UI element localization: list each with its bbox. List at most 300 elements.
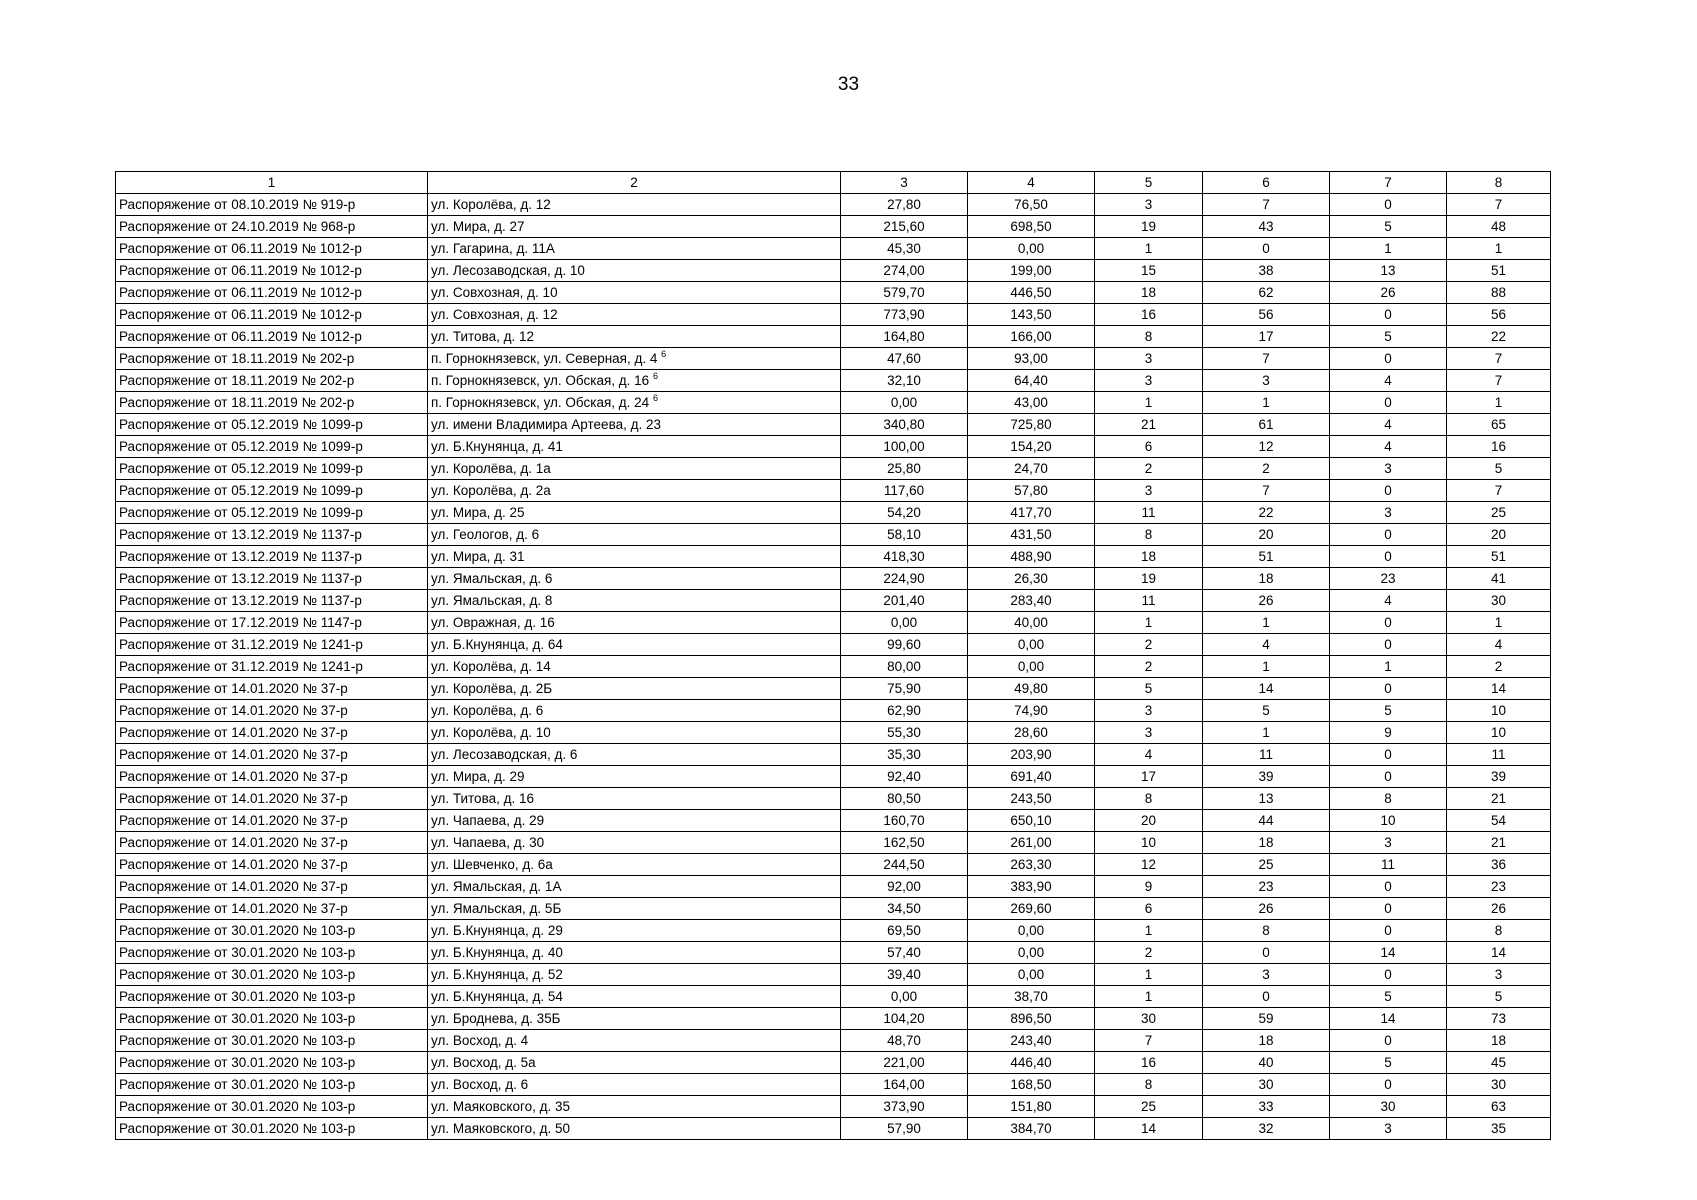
table-row bbox=[116, 282, 1551, 304]
value-cell-col5: 2 bbox=[1095, 942, 1203, 964]
value-cell-col3: 0,00 bbox=[841, 986, 968, 1008]
value-cell-col3: 55,30 bbox=[841, 722, 968, 744]
address-text: ул. Восход, д. 5а bbox=[431, 1054, 536, 1070]
value-cell-col8: 25 bbox=[1447, 502, 1551, 524]
value-cell-col5: 2 bbox=[1095, 458, 1203, 480]
value-cell-col7: 10 bbox=[1330, 810, 1447, 832]
table-row bbox=[116, 810, 1551, 832]
value-cell-col5: 14 bbox=[1095, 1118, 1203, 1140]
value-cell-col7: 0 bbox=[1330, 546, 1447, 568]
value-cell-col6: 12 bbox=[1203, 436, 1330, 458]
order-cell: Распоряжение от 05.12.2019 № 1099-р bbox=[116, 480, 428, 502]
value-cell-col7: 1 bbox=[1330, 238, 1447, 260]
value-cell-col5: 1 bbox=[1095, 612, 1203, 634]
value-cell-col5: 3 bbox=[1095, 348, 1203, 370]
order-cell: Распоряжение от 18.11.2019 № 202-р bbox=[116, 370, 428, 392]
table-row bbox=[116, 1052, 1551, 1074]
address-cell bbox=[428, 788, 841, 810]
value-cell-col5: 11 bbox=[1095, 502, 1203, 524]
value-cell-col3: 75,90 bbox=[841, 678, 968, 700]
table-row bbox=[116, 436, 1551, 458]
value-cell-col4: 383,90 bbox=[968, 876, 1095, 898]
value-cell-col6: 20 bbox=[1203, 524, 1330, 546]
value-cell-col8: 5 bbox=[1447, 986, 1551, 1008]
address-text: ул. Геологов, д. 6 bbox=[431, 526, 540, 542]
order-cell: Распоряжение от 30.01.2020 № 103-р bbox=[116, 1008, 428, 1030]
value-cell-col6: 61 bbox=[1203, 414, 1330, 436]
table-row bbox=[116, 942, 1551, 964]
address-cell bbox=[428, 480, 841, 502]
value-cell-col6: 44 bbox=[1203, 810, 1330, 832]
address-cell bbox=[428, 722, 841, 744]
data-table bbox=[115, 171, 1551, 1140]
value-cell-col6: 38 bbox=[1203, 260, 1330, 282]
value-cell-col5: 2 bbox=[1095, 634, 1203, 656]
value-cell-col7: 4 bbox=[1330, 436, 1447, 458]
value-cell-col8: 36 bbox=[1447, 854, 1551, 876]
value-cell-col4: 446,40 bbox=[968, 1052, 1095, 1074]
order-cell: Распоряжение от 14.01.2020 № 37-р bbox=[116, 788, 428, 810]
address-text: п. Горнокнязевск, ул. Обская, д. 24 bbox=[431, 394, 650, 410]
value-cell-col5: 3 bbox=[1095, 194, 1203, 216]
value-cell-col5: 8 bbox=[1095, 524, 1203, 546]
value-cell-col8: 63 bbox=[1447, 1096, 1551, 1118]
address-text: ул. имени Владимира Артеева, д. 23 bbox=[431, 416, 661, 432]
address-text: ул. Мира, д. 27 bbox=[431, 218, 525, 234]
order-cell: Распоряжение от 06.11.2019 № 1012-р bbox=[116, 326, 428, 348]
value-cell-col5: 6 bbox=[1095, 436, 1203, 458]
address-text: ул. Б.Кнунянца, д. 54 bbox=[431, 988, 563, 1004]
value-cell-col7: 4 bbox=[1330, 590, 1447, 612]
address-cell bbox=[428, 656, 841, 678]
value-cell-col4: 28,60 bbox=[968, 722, 1095, 744]
address-cell bbox=[428, 986, 841, 1008]
value-cell-col5: 17 bbox=[1095, 766, 1203, 788]
order-cell: Распоряжение от 06.11.2019 № 1012-р bbox=[116, 282, 428, 304]
address-text: ул. Королёва, д. 1а bbox=[431, 460, 551, 476]
address-text: ул. Гагарина, д. 11А bbox=[431, 240, 555, 256]
value-cell-col7: 0 bbox=[1330, 304, 1447, 326]
value-cell-col6: 62 bbox=[1203, 282, 1330, 304]
value-cell-col3: 164,80 bbox=[841, 326, 968, 348]
table-row bbox=[116, 216, 1551, 238]
value-cell-col5: 3 bbox=[1095, 480, 1203, 502]
address-text: ул. Ямальская, д. 6 bbox=[431, 570, 553, 586]
address-text: ул. Королёва, д. 10 bbox=[431, 724, 551, 740]
order-cell: Распоряжение от 30.01.2020 № 103-р bbox=[116, 964, 428, 986]
value-cell-col7: 0 bbox=[1330, 480, 1447, 502]
table-body bbox=[116, 194, 1551, 1140]
order-cell: Распоряжение от 06.11.2019 № 1012-р bbox=[116, 238, 428, 260]
order-cell: Распоряжение от 14.01.2020 № 37-р bbox=[116, 744, 428, 766]
table-row bbox=[116, 634, 1551, 656]
value-cell-col3: 58,10 bbox=[841, 524, 968, 546]
value-cell-col8: 11 bbox=[1447, 744, 1551, 766]
value-cell-col7: 5 bbox=[1330, 700, 1447, 722]
value-cell-col3: 47,60 bbox=[841, 348, 968, 370]
table-row bbox=[116, 920, 1551, 942]
value-cell-col7: 0 bbox=[1330, 744, 1447, 766]
address-cell bbox=[428, 458, 841, 480]
address-text: ул. Совхозная, д. 10 bbox=[431, 284, 558, 300]
address-cell bbox=[428, 370, 841, 392]
value-cell-col3: 62,90 bbox=[841, 700, 968, 722]
order-cell: Распоряжение от 14.01.2020 № 37-р bbox=[116, 810, 428, 832]
address-cell bbox=[428, 524, 841, 546]
value-cell-col5: 5 bbox=[1095, 678, 1203, 700]
value-cell-col3: 0,00 bbox=[841, 612, 968, 634]
value-cell-col6: 13 bbox=[1203, 788, 1330, 810]
value-cell-col6: 17 bbox=[1203, 326, 1330, 348]
value-cell-col4: 26,30 bbox=[968, 568, 1095, 590]
address-cell bbox=[428, 194, 841, 216]
page-number: 33 bbox=[837, 74, 860, 95]
value-cell-col8: 18 bbox=[1447, 1030, 1551, 1052]
value-cell-col5: 30 bbox=[1095, 1008, 1203, 1030]
address-text: ул. Чапаева, д. 29 bbox=[431, 812, 545, 828]
table-row bbox=[116, 458, 1551, 480]
header-row bbox=[116, 172, 1551, 194]
value-cell-col4: 203,90 bbox=[968, 744, 1095, 766]
value-cell-col8: 14 bbox=[1447, 678, 1551, 700]
address-text: ул. Королёва, д. 2Б bbox=[431, 680, 553, 696]
value-cell-col8: 1 bbox=[1447, 612, 1551, 634]
value-cell-col7: 0 bbox=[1330, 898, 1447, 920]
column-header-1: 1 bbox=[116, 172, 428, 194]
table-row bbox=[116, 898, 1551, 920]
value-cell-col7: 30 bbox=[1330, 1096, 1447, 1118]
address-text: ул. Титова, д. 16 bbox=[431, 790, 534, 806]
value-cell-col8: 7 bbox=[1447, 348, 1551, 370]
order-cell: Распоряжение от 14.01.2020 № 37-р bbox=[116, 722, 428, 744]
value-cell-col8: 45 bbox=[1447, 1052, 1551, 1074]
address-text: ул. Совхозная, д. 12 bbox=[431, 306, 558, 322]
value-cell-col8: 5 bbox=[1447, 458, 1551, 480]
value-cell-col7: 4 bbox=[1330, 414, 1447, 436]
table-row bbox=[116, 678, 1551, 700]
value-cell-col6: 18 bbox=[1203, 832, 1330, 854]
value-cell-col6: 7 bbox=[1203, 194, 1330, 216]
value-cell-col5: 8 bbox=[1095, 1074, 1203, 1096]
value-cell-col8: 51 bbox=[1447, 260, 1551, 282]
value-cell-col3: 57,40 bbox=[841, 942, 968, 964]
value-cell-col3: 244,50 bbox=[841, 854, 968, 876]
address-text: п. Горнокнязевск, ул. Северная, д. 4 bbox=[431, 350, 658, 366]
address-cell bbox=[428, 348, 841, 370]
value-cell-col4: 896,50 bbox=[968, 1008, 1095, 1030]
value-cell-col5: 1 bbox=[1095, 986, 1203, 1008]
value-cell-col4: 76,50 bbox=[968, 194, 1095, 216]
value-cell-col8: 65 bbox=[1447, 414, 1551, 436]
value-cell-col8: 7 bbox=[1447, 370, 1551, 392]
order-cell: Распоряжение от 24.10.2019 № 968-р bbox=[116, 216, 428, 238]
address-cell bbox=[428, 546, 841, 568]
order-cell: Распоряжение от 30.01.2020 № 103-р bbox=[116, 1118, 428, 1140]
value-cell-col8: 20 bbox=[1447, 524, 1551, 546]
value-cell-col4: 24,70 bbox=[968, 458, 1095, 480]
value-cell-col5: 8 bbox=[1095, 788, 1203, 810]
value-cell-col3: 27,80 bbox=[841, 194, 968, 216]
table-row bbox=[116, 392, 1551, 414]
value-cell-col8: 3 bbox=[1447, 964, 1551, 986]
table-row bbox=[116, 964, 1551, 986]
value-cell-col6: 4 bbox=[1203, 634, 1330, 656]
address-text: ул. Б.Кнунянца, д. 29 bbox=[431, 922, 563, 938]
footnote-mark: 6 bbox=[661, 348, 667, 359]
value-cell-col4: 384,70 bbox=[968, 1118, 1095, 1140]
order-cell: Распоряжение от 14.01.2020 № 37-р bbox=[116, 854, 428, 876]
address-cell bbox=[428, 810, 841, 832]
value-cell-col3: 99,60 bbox=[841, 634, 968, 656]
address-text: ул. Лесозаводская, д. 10 bbox=[431, 262, 585, 278]
value-cell-col4: 263,30 bbox=[968, 854, 1095, 876]
table-row bbox=[116, 1008, 1551, 1030]
value-cell-col5: 21 bbox=[1095, 414, 1203, 436]
value-cell-col7: 0 bbox=[1330, 194, 1447, 216]
value-cell-col8: 35 bbox=[1447, 1118, 1551, 1140]
address-cell bbox=[428, 1030, 841, 1052]
address-text: ул. Б.Кнунянца, д. 64 bbox=[431, 636, 563, 652]
address-cell bbox=[428, 876, 841, 898]
order-cell: Распоряжение от 30.01.2020 № 103-р bbox=[116, 986, 428, 1008]
address-text: ул. Королёва, д. 2а bbox=[431, 482, 551, 498]
value-cell-col3: 579,70 bbox=[841, 282, 968, 304]
value-cell-col4: 446,50 bbox=[968, 282, 1095, 304]
table-row bbox=[116, 260, 1551, 282]
order-cell: Распоряжение от 30.01.2020 № 103-р bbox=[116, 920, 428, 942]
table-row bbox=[116, 524, 1551, 546]
order-cell: Распоряжение от 18.11.2019 № 202-р bbox=[116, 348, 428, 370]
order-cell: Распоряжение от 05.12.2019 № 1099-р bbox=[116, 414, 428, 436]
value-cell-col7: 0 bbox=[1330, 524, 1447, 546]
value-cell-col6: 23 bbox=[1203, 876, 1330, 898]
table-row bbox=[116, 744, 1551, 766]
table-row bbox=[116, 986, 1551, 1008]
value-cell-col5: 7 bbox=[1095, 1030, 1203, 1052]
value-cell-col8: 23 bbox=[1447, 876, 1551, 898]
address-cell bbox=[428, 1052, 841, 1074]
table-row bbox=[116, 1118, 1551, 1140]
value-cell-col4: 431,50 bbox=[968, 524, 1095, 546]
order-cell: Распоряжение от 31.12.2019 № 1241-р bbox=[116, 634, 428, 656]
value-cell-col5: 3 bbox=[1095, 370, 1203, 392]
address-cell bbox=[428, 1096, 841, 1118]
address-cell bbox=[428, 1118, 841, 1140]
value-cell-col3: 45,30 bbox=[841, 238, 968, 260]
table-row bbox=[116, 1074, 1551, 1096]
address-text: ул. Ямальская, д. 8 bbox=[431, 592, 553, 608]
table-row bbox=[116, 304, 1551, 326]
value-cell-col7: 14 bbox=[1330, 1008, 1447, 1030]
address-cell bbox=[428, 678, 841, 700]
value-cell-col6: 1 bbox=[1203, 722, 1330, 744]
table-row bbox=[116, 238, 1551, 260]
value-cell-col5: 20 bbox=[1095, 810, 1203, 832]
value-cell-col3: 773,90 bbox=[841, 304, 968, 326]
value-cell-col4: 0,00 bbox=[968, 238, 1095, 260]
value-cell-col7: 0 bbox=[1330, 392, 1447, 414]
value-cell-col4: 0,00 bbox=[968, 942, 1095, 964]
value-cell-col5: 6 bbox=[1095, 898, 1203, 920]
value-cell-col3: 80,00 bbox=[841, 656, 968, 678]
value-cell-col3: 162,50 bbox=[841, 832, 968, 854]
table-row bbox=[116, 766, 1551, 788]
value-cell-col3: 32,10 bbox=[841, 370, 968, 392]
value-cell-col7: 0 bbox=[1330, 678, 1447, 700]
value-cell-col3: 100,00 bbox=[841, 436, 968, 458]
value-cell-col6: 32 bbox=[1203, 1118, 1330, 1140]
value-cell-col3: 164,00 bbox=[841, 1074, 968, 1096]
value-cell-col4: 698,50 bbox=[968, 216, 1095, 238]
value-cell-col7: 3 bbox=[1330, 832, 1447, 854]
order-cell: Распоряжение от 05.12.2019 № 1099-р bbox=[116, 502, 428, 524]
address-cell bbox=[428, 744, 841, 766]
value-cell-col6: 3 bbox=[1203, 370, 1330, 392]
value-cell-col5: 1 bbox=[1095, 392, 1203, 414]
value-cell-col7: 5 bbox=[1330, 326, 1447, 348]
value-cell-col7: 0 bbox=[1330, 634, 1447, 656]
value-cell-col4: 166,00 bbox=[968, 326, 1095, 348]
address-cell bbox=[428, 832, 841, 854]
value-cell-col3: 117,60 bbox=[841, 480, 968, 502]
value-cell-col3: 39,40 bbox=[841, 964, 968, 986]
table-row bbox=[116, 348, 1551, 370]
order-cell: Распоряжение от 05.12.2019 № 1099-р bbox=[116, 458, 428, 480]
value-cell-col6: 1 bbox=[1203, 656, 1330, 678]
table-row bbox=[116, 502, 1551, 524]
address-cell bbox=[428, 304, 841, 326]
value-cell-col6: 56 bbox=[1203, 304, 1330, 326]
value-cell-col4: 283,40 bbox=[968, 590, 1095, 612]
value-cell-col6: 26 bbox=[1203, 590, 1330, 612]
value-cell-col4: 49,80 bbox=[968, 678, 1095, 700]
table-row bbox=[116, 876, 1551, 898]
value-cell-col4: 0,00 bbox=[968, 964, 1095, 986]
address-cell bbox=[428, 1074, 841, 1096]
order-cell: Распоряжение от 17.12.2019 № 1147-р bbox=[116, 612, 428, 634]
value-cell-col7: 0 bbox=[1330, 1074, 1447, 1096]
value-cell-col3: 373,90 bbox=[841, 1096, 968, 1118]
address-text: ул. Мира, д. 31 bbox=[431, 548, 525, 564]
value-cell-col3: 92,00 bbox=[841, 876, 968, 898]
value-cell-col5: 2 bbox=[1095, 656, 1203, 678]
value-cell-col4: 43,00 bbox=[968, 392, 1095, 414]
address-cell bbox=[428, 766, 841, 788]
value-cell-col7: 3 bbox=[1330, 458, 1447, 480]
value-cell-col6: 40 bbox=[1203, 1052, 1330, 1074]
value-cell-col5: 3 bbox=[1095, 722, 1203, 744]
value-cell-col6: 7 bbox=[1203, 348, 1330, 370]
table-row bbox=[116, 590, 1551, 612]
value-cell-col5: 11 bbox=[1095, 590, 1203, 612]
value-cell-col7: 3 bbox=[1330, 502, 1447, 524]
order-cell: Распоряжение от 30.01.2020 № 103-р bbox=[116, 1096, 428, 1118]
value-cell-col6: 39 bbox=[1203, 766, 1330, 788]
address-text: ул. Мира, д. 25 bbox=[431, 504, 525, 520]
order-cell: Распоряжение от 13.12.2019 № 1137-р bbox=[116, 568, 428, 590]
value-cell-col5: 1 bbox=[1095, 920, 1203, 942]
address-cell bbox=[428, 238, 841, 260]
table-row bbox=[116, 722, 1551, 744]
address-cell bbox=[428, 1008, 841, 1030]
value-cell-col3: 274,00 bbox=[841, 260, 968, 282]
address-text: ул. Б.Кнунянца, д. 52 bbox=[431, 966, 563, 982]
address-text: ул. Ямальская, д. 5Б bbox=[431, 900, 562, 916]
value-cell-col8: 41 bbox=[1447, 568, 1551, 590]
address-text: ул. Б.Кнунянца, д. 41 bbox=[431, 438, 563, 454]
address-text: ул. Королёва, д. 12 bbox=[431, 196, 551, 212]
value-cell-col6: 25 bbox=[1203, 854, 1330, 876]
address-text: ул. Восход, д. 4 bbox=[431, 1032, 529, 1048]
address-cell bbox=[428, 854, 841, 876]
value-cell-col5: 19 bbox=[1095, 568, 1203, 590]
value-cell-col6: 18 bbox=[1203, 568, 1330, 590]
value-cell-col6: 0 bbox=[1203, 238, 1330, 260]
value-cell-col4: 488,90 bbox=[968, 546, 1095, 568]
value-cell-col6: 8 bbox=[1203, 920, 1330, 942]
table-row bbox=[116, 788, 1551, 810]
address-text: ул. Ямальская, д. 1А bbox=[431, 878, 562, 894]
value-cell-col3: 201,40 bbox=[841, 590, 968, 612]
table-row bbox=[116, 832, 1551, 854]
value-cell-col3: 54,20 bbox=[841, 502, 968, 524]
value-cell-col6: 14 bbox=[1203, 678, 1330, 700]
order-cell: Распоряжение от 14.01.2020 № 37-р bbox=[116, 832, 428, 854]
value-cell-col4: 93,00 bbox=[968, 348, 1095, 370]
table-row bbox=[116, 612, 1551, 634]
order-cell: Распоряжение от 14.01.2020 № 37-р bbox=[116, 898, 428, 920]
value-cell-col5: 12 bbox=[1095, 854, 1203, 876]
value-cell-col3: 160,70 bbox=[841, 810, 968, 832]
address-text: ул. Титова, д. 12 bbox=[431, 328, 534, 344]
value-cell-col4: 0,00 bbox=[968, 656, 1095, 678]
value-cell-col3: 221,00 bbox=[841, 1052, 968, 1074]
address-cell bbox=[428, 568, 841, 590]
value-cell-col6: 2 bbox=[1203, 458, 1330, 480]
value-cell-col8: 8 bbox=[1447, 920, 1551, 942]
value-cell-col5: 4 bbox=[1095, 744, 1203, 766]
value-cell-col7: 3 bbox=[1330, 1118, 1447, 1140]
order-cell: Распоряжение от 13.12.2019 № 1137-р bbox=[116, 590, 428, 612]
value-cell-col8: 39 bbox=[1447, 766, 1551, 788]
table-row bbox=[116, 480, 1551, 502]
value-cell-col8: 14 bbox=[1447, 942, 1551, 964]
value-cell-col3: 69,50 bbox=[841, 920, 968, 942]
value-cell-col5: 9 bbox=[1095, 876, 1203, 898]
value-cell-col7: 0 bbox=[1330, 920, 1447, 942]
value-cell-col8: 1 bbox=[1447, 392, 1551, 414]
table-row bbox=[116, 414, 1551, 436]
value-cell-col5: 1 bbox=[1095, 964, 1203, 986]
order-cell: Распоряжение от 30.01.2020 № 103-р bbox=[116, 1052, 428, 1074]
value-cell-col7: 5 bbox=[1330, 216, 1447, 238]
value-cell-col4: 650,10 bbox=[968, 810, 1095, 832]
value-cell-col5: 10 bbox=[1095, 832, 1203, 854]
value-cell-col4: 199,00 bbox=[968, 260, 1095, 282]
value-cell-col4: 243,50 bbox=[968, 788, 1095, 810]
address-text: ул. Лесозаводская, д. 6 bbox=[431, 746, 578, 762]
value-cell-col6: 43 bbox=[1203, 216, 1330, 238]
value-cell-col4: 0,00 bbox=[968, 920, 1095, 942]
value-cell-col8: 22 bbox=[1447, 326, 1551, 348]
order-cell: Распоряжение от 13.12.2019 № 1137-р bbox=[116, 524, 428, 546]
column-header-3: 3 bbox=[841, 172, 968, 194]
order-cell: Распоряжение от 30.01.2020 № 103-р bbox=[116, 1030, 428, 1052]
order-cell: Распоряжение от 14.01.2020 № 37-р bbox=[116, 700, 428, 722]
value-cell-col3: 340,80 bbox=[841, 414, 968, 436]
table-row bbox=[116, 656, 1551, 678]
value-cell-col4: 269,60 bbox=[968, 898, 1095, 920]
